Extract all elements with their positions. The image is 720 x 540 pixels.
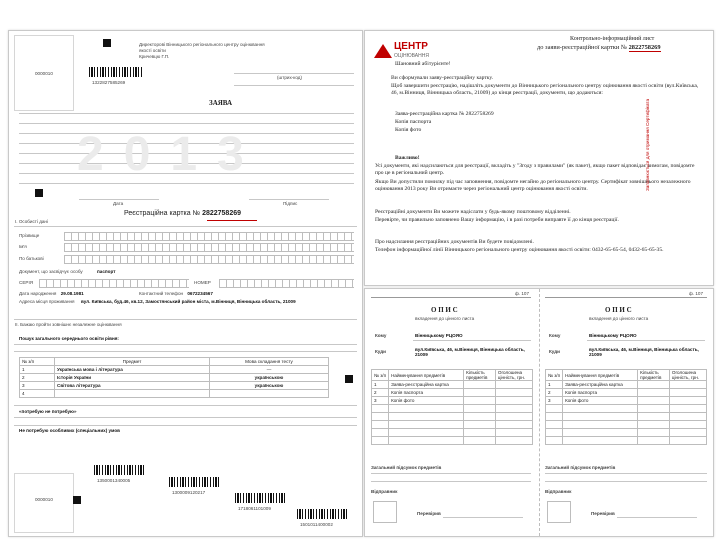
bottom-barcode-1: [94, 465, 146, 475]
phone-row: [139, 291, 213, 296]
opys-check-label: Перевірив: [591, 511, 615, 516]
body-line: [19, 183, 354, 184]
row-no: 4: [20, 390, 55, 398]
table-row[interactable]: [546, 437, 707, 445]
card-label: Реєстраційна картка №: [124, 210, 201, 217]
row-lang: [210, 390, 329, 398]
table-row[interactable]: [372, 421, 533, 429]
section-line: [14, 319, 357, 320]
col-lang-header: Мова складання тесту: [210, 358, 329, 366]
row-lang: українською: [210, 374, 329, 382]
opys-title: О П И С: [605, 306, 632, 314]
opys-to-label: Кому: [375, 333, 387, 338]
opys-row-name: Заява-реєстраційна картка: [389, 381, 464, 389]
bottom-marker: [73, 496, 81, 504]
opys-where-value: вул.Київська, 46, м.Вінниця, Вінницька область, 21009: [589, 347, 699, 358]
date-label: Дата: [113, 201, 124, 206]
info-p3: Усі документи, які надсилаються для реєстрації, вкладіть у "Згоду з правилами" (як пакет), якщо пакет відповідає вимогам, повідомте про це в регіональний центр.: [375, 163, 695, 177]
address-label: Адреса місця проживання: [19, 299, 75, 304]
row-lang: українською: [210, 382, 329, 390]
opys-col-value: Оголошена цінність, грн.: [669, 370, 706, 381]
info-heading-2: до заяви-реєстраційної картки №: [537, 44, 627, 51]
header-addressee-1: Директорові Вінницького регіонального центру оцінювання: [139, 42, 265, 47]
opys-row-name: Копія фото: [563, 397, 638, 405]
number-label: НОМЕР: [194, 280, 211, 285]
opys-where-label: Куди: [549, 349, 560, 354]
opys-form-no: ф. 107: [515, 291, 529, 296]
table-row[interactable]: [372, 413, 533, 421]
logo-mark: [374, 44, 392, 58]
section-2-title: ІІ. Бажаю пройти зовнішнє незалежне оцінювання: [15, 322, 122, 327]
right-marker: [345, 375, 353, 383]
card-number-underline: [207, 220, 257, 221]
address-value: вул. Київська, буд.46, кв.12, Замостянський район міста, м.Вінниця, Вінницька область, 21009: [81, 299, 296, 304]
header-addressee-2: якості освіти: [139, 48, 166, 53]
table-row[interactable]: 2 Копія паспорта: [546, 389, 707, 397]
section-line: [14, 425, 357, 426]
opys-to-value: Вінницькому РЦОЯО: [589, 333, 637, 338]
opys-line: [617, 517, 697, 518]
opys-row-name: Заява-реєстраційна картка: [563, 381, 638, 389]
top-line-2: [234, 85, 354, 86]
name-cells[interactable]: [64, 243, 354, 252]
row-subject: Історія України: [55, 374, 210, 382]
section-line: [14, 344, 357, 345]
opys-col-value: Оголошена цінність, грн.: [495, 370, 532, 381]
info-heading-1: Контрольно-інформаційний лист: [570, 36, 655, 42]
opys-header-row: [372, 370, 533, 381]
birth-label: Дата народження: [19, 291, 57, 296]
opys-sheet: [364, 288, 714, 537]
patronymic-label: По батькові: [19, 256, 44, 261]
section-line: [14, 417, 357, 418]
info-p7: Про надсилання реєстраційних документів Ви будете повідомлені.: [375, 239, 534, 245]
opys-top-line: [371, 297, 531, 298]
opys-stamp-box: [373, 501, 397, 523]
info-heading-2-row: [537, 44, 661, 52]
card-number-row: [124, 210, 241, 218]
table-row[interactable]: 3 Копія фото: [372, 397, 533, 405]
table-row[interactable]: [372, 405, 533, 413]
opys-col-qty: Кількість предметів: [638, 370, 670, 381]
phone-label: Контактний телефон: [139, 291, 184, 296]
row-no: 3: [20, 382, 55, 390]
table-row[interactable]: [546, 405, 707, 413]
year-watermark: 2013: [77, 128, 264, 181]
table-row[interactable]: [372, 437, 533, 445]
opys-row-name: Копія паспорта: [389, 389, 464, 397]
special-need-value: Не потребую особливих (спеціальних) умов: [19, 428, 120, 433]
patronymic-cells[interactable]: [64, 255, 354, 264]
opys-line: [587, 340, 705, 341]
info-item-2: Копія паспорта: [395, 119, 432, 125]
opys-line: [371, 481, 531, 482]
logo-sub: ОЦІНЮВАННЯ: [394, 53, 429, 59]
opys-col-qty: Кількість предметів: [464, 370, 496, 381]
bottom-barcode-3: [235, 493, 287, 503]
need-label: Пошук загального середнього освіти рівня:: [19, 336, 119, 341]
opys-line: [545, 481, 707, 482]
birth-row: [19, 291, 84, 296]
opys-subtitle: вкладення до цінного листа: [589, 316, 649, 321]
series-label: СЕРІЯ: [19, 280, 34, 285]
table-row[interactable]: [20, 382, 329, 390]
top-barcode-number: 1322827585269: [92, 80, 126, 85]
info-card-number: 2822758269: [628, 44, 661, 51]
table-row[interactable]: [546, 421, 707, 429]
row-lang: —: [210, 366, 329, 374]
info-item-3: Копія фото: [395, 127, 422, 133]
opys-sender-label: Загальний підсумок предметів: [545, 465, 616, 470]
card-number: 2822758269: [202, 210, 242, 217]
table-row[interactable]: 3 Копія фото: [546, 397, 707, 405]
table-row[interactable]: [372, 429, 533, 437]
bottom-barcode-3-number: 1718061101009: [238, 506, 271, 511]
table-row[interactable]: 1 Заява-реєстраційна картка: [372, 381, 533, 389]
body-line: [19, 123, 354, 124]
bottom-barcode-1-number: 1350001340005: [97, 478, 131, 483]
opys-stamp-box: [547, 501, 571, 523]
opys-to-value: Вінницькому РЦОЯО: [415, 333, 463, 338]
row-no: 2: [20, 374, 55, 382]
opys-row-name: Копія фото: [389, 397, 464, 405]
form-title: ЗАЯВА: [209, 99, 233, 107]
opys-row-name: Копія паспорта: [563, 389, 638, 397]
info-attention: Важливо!: [395, 155, 420, 161]
birth-value: 29.08.1981: [60, 291, 84, 296]
doc-label: Документ, що засвідчує особу: [19, 269, 83, 274]
opys-line: [545, 473, 707, 474]
opys-sender-sign: Відправник: [545, 489, 572, 494]
info-p5: Реєстраційні документи Ви можете надіслати у будь-якому поштовому відділенні.: [375, 209, 571, 215]
table-row[interactable]: 2 Копія паспорта: [372, 389, 533, 397]
col-no-header: № з/п: [20, 358, 55, 366]
bottom-stamp-box: [14, 473, 74, 533]
opys-col-no: № з/п: [372, 370, 389, 381]
info-p6: Перевірте, чи правильно заповнено Вашу інформацію, і в разі потреби виправте її до кінця реєстрації.: [375, 217, 619, 223]
special-need-title: «потребую не потребую»: [19, 409, 77, 414]
bottom-stamp-code: 0000010: [35, 497, 53, 502]
section-1-title: І. Особисті дані: [15, 219, 48, 224]
table-row[interactable]: [20, 374, 329, 382]
table-row[interactable]: [20, 366, 329, 374]
body-line: [19, 113, 354, 114]
opys-line: [413, 340, 531, 341]
section-line: [14, 226, 357, 227]
opys-col-name: Найменування предметів: [563, 370, 638, 381]
left-marker: [35, 189, 43, 197]
phone-value: 0672234567: [187, 291, 213, 296]
opys-table: [371, 369, 533, 445]
logo-title: ЦЕНТР: [394, 41, 428, 52]
opys-title: О П И С: [431, 306, 458, 314]
opys-line: [371, 473, 531, 474]
doc-value: паспорт: [97, 269, 116, 274]
row-subject: Українська мова і література: [55, 366, 210, 374]
info-p1: Ви сформували заяву-реєстраційну картку.: [391, 75, 494, 81]
table-row[interactable]: [20, 390, 329, 398]
sign-label: Підпис: [283, 201, 298, 206]
opys-to-label: Кому: [549, 333, 561, 338]
opys-sender-label: Загальний підсумок предметів: [371, 465, 442, 470]
opys-table: [545, 369, 707, 445]
table-header-row: [20, 358, 329, 366]
bottom-barcode-2: [169, 477, 221, 487]
info-side-text: Заповнюється для отримання Сертифіката: [645, 98, 650, 191]
series-cells[interactable]: [39, 279, 189, 288]
application-form-sheet: [8, 30, 363, 537]
info-greeting: Шановний абітурієнте!: [395, 61, 451, 67]
row-subject: Світова література: [55, 382, 210, 390]
row-subject: [55, 390, 210, 398]
opys-check-label: Перевірив: [417, 511, 441, 516]
opys-subtitle: вкладення до цінного листа: [415, 316, 475, 321]
opys-col-no: № з/п: [546, 370, 563, 381]
opys-where-label: Куди: [375, 349, 386, 354]
surname-label: Прізвище: [19, 233, 40, 238]
opys-col-name: Найменування предметів: [389, 370, 464, 381]
opys-where-value: вул.Київська, 46, м.Вінниця, Вінницька область, 21009: [415, 347, 525, 358]
top-line: [234, 73, 354, 74]
info-p2: Щоб завершити реєстрацію, надішліть документи до Вінницького регіонального центру оцінювання якості освіти (вул.Київська, 46, м.Вінниця, Вінницька область, 21009) до кінця реєстрації, документи, що додаються:: [391, 83, 699, 97]
opys-top-line: [545, 297, 707, 298]
info-item-1: Заява-реєстраційна картка № 2822758269: [395, 111, 494, 117]
section-line: [14, 405, 357, 406]
opys-divider: [539, 289, 540, 536]
table-row[interactable]: 1 Заява-реєстраційна картка: [546, 381, 707, 389]
info-p4: Якщо Ви допустили помилку під час заповнення, повідомте негайно до регіонального центру. Сертифікат зовнішнього незалежного оцінювання 2013 року Ви отримаєте через регіональний центр оцінювання якості освіти.: [375, 179, 691, 193]
top-line-label: (штрих-код): [277, 75, 302, 80]
info-p8: Телефон інформаційної лінії Вінницького регіонального центру оцінювання якості освіти: 0432-65-65-54, 0432-65-65-35.: [375, 247, 664, 253]
stamp-code: 0000010: [35, 71, 53, 76]
corner-marker: [103, 39, 111, 47]
sign-line: [249, 199, 329, 200]
subjects-table: [19, 357, 329, 398]
col-subject-header: Предмет: [55, 358, 210, 366]
opys-line: [443, 517, 523, 518]
opys-form-no: ф. 107: [689, 291, 703, 296]
info-letter-sheet: [364, 30, 714, 286]
number-cells[interactable]: [219, 279, 354, 288]
bottom-barcode-4: [297, 509, 349, 519]
top-barcode: [89, 67, 143, 77]
table-row[interactable]: [546, 413, 707, 421]
header-addressee-3: Кричевцю Г.П.: [139, 54, 170, 59]
name-label: Ім'я: [19, 244, 27, 249]
section-line: [14, 351, 357, 352]
opys-sender-sign: Відправник: [371, 489, 398, 494]
opys-header-row: [546, 370, 707, 381]
bottom-barcode-2-number: 1300009120217: [172, 490, 206, 495]
table-row[interactable]: [546, 429, 707, 437]
surname-cells[interactable]: [64, 232, 354, 241]
bottom-barcode-4-number: 1501011400002: [300, 522, 333, 527]
row-no: 1: [20, 366, 55, 374]
date-line: [79, 199, 159, 200]
